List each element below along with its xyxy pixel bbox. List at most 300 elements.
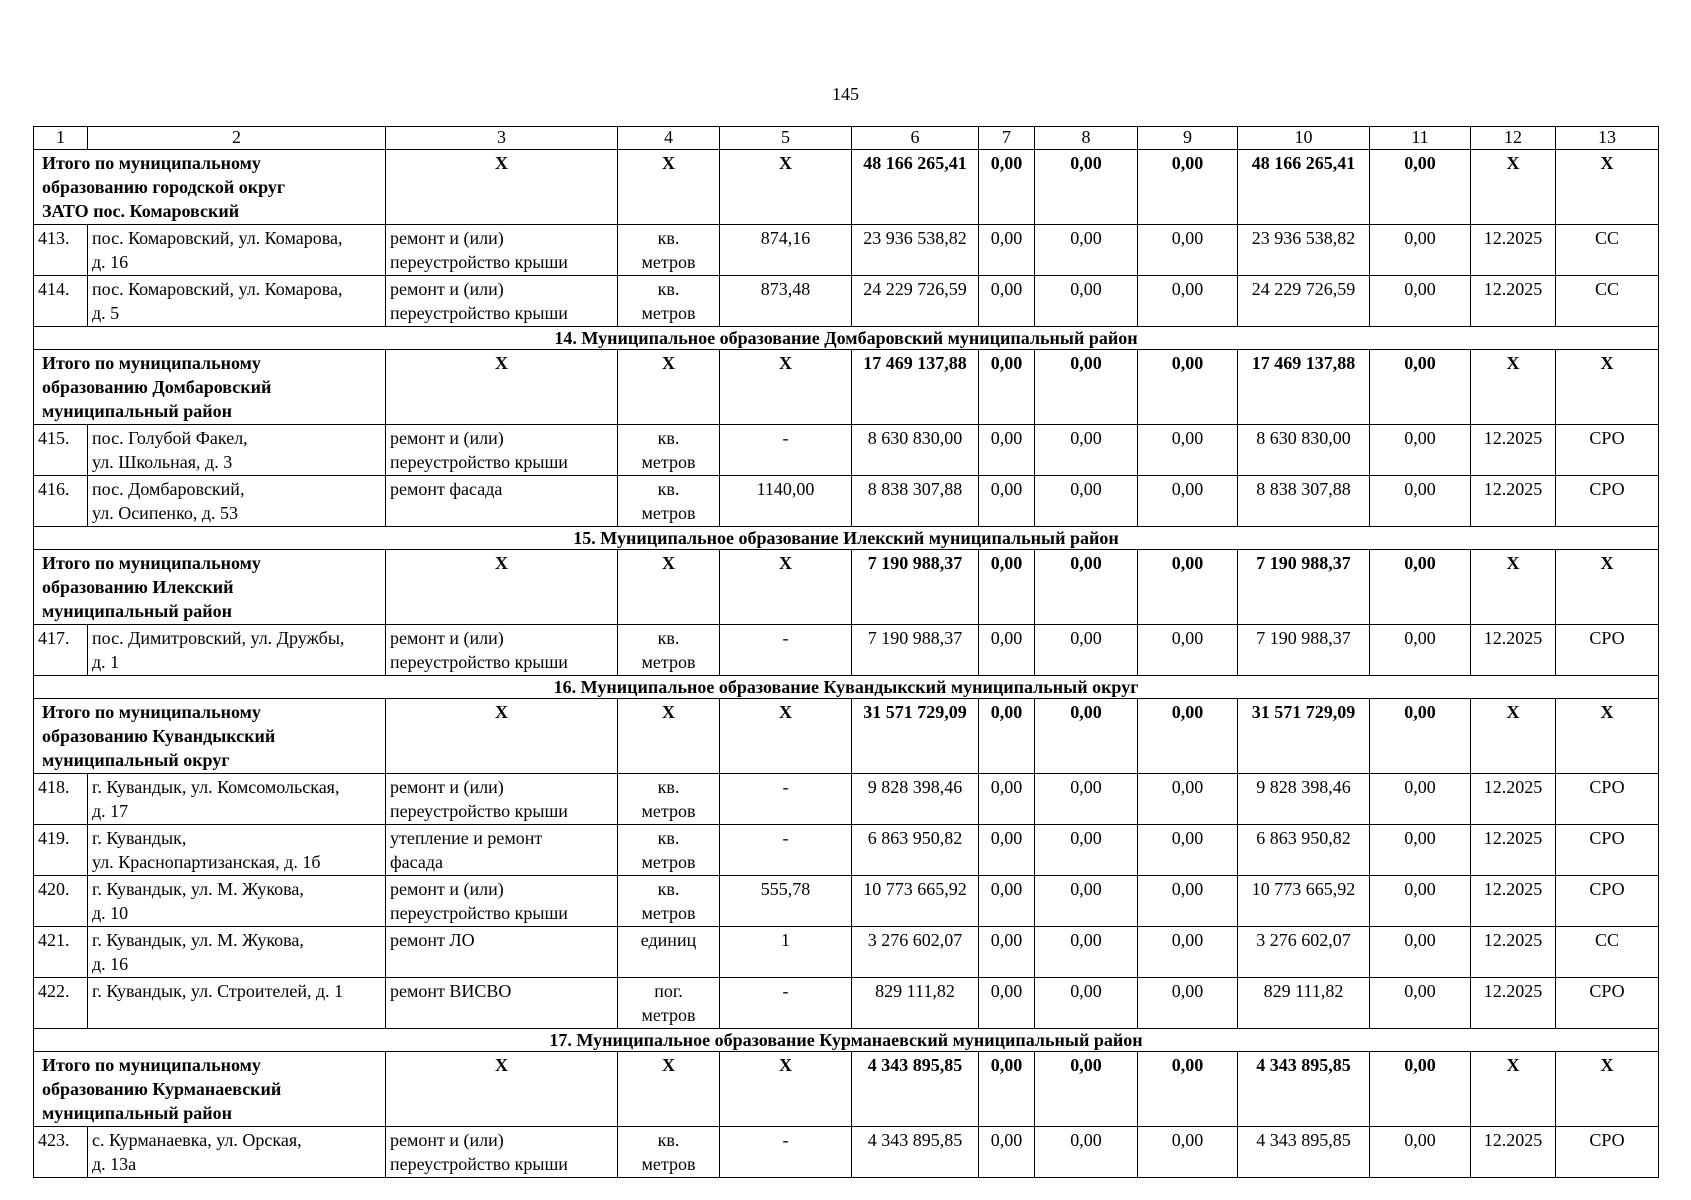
building-address xyxy=(88,276,386,327)
method: СРО xyxy=(1556,625,1659,676)
total-cost-other: 0,00 xyxy=(1370,150,1471,225)
work-type-line: ремонт ВИСВО xyxy=(390,981,512,1001)
section-title: 14. Муниципальное образование Домбаровский муниципальный район xyxy=(34,327,1659,350)
total-label xyxy=(34,150,386,225)
total-x-marker: X xyxy=(1471,699,1556,774)
building-address-line: г. Кувандык, ул. Комсомольская, xyxy=(92,777,340,797)
total-x-marker: X xyxy=(720,699,852,774)
building-address-line: д. 13а xyxy=(92,1154,137,1174)
cost-fund-8: 0,00 xyxy=(1035,276,1138,327)
deadline: 12.2025 xyxy=(1471,425,1556,476)
cost-owners: 24 229 726,59 xyxy=(1238,276,1370,327)
total-label-line: образованию Домбаровский xyxy=(42,377,272,397)
total-cost-fund-7: 0,00 xyxy=(979,350,1035,425)
building-address-line: с. Курманаевка, ул. Орская, xyxy=(92,1130,302,1150)
unit xyxy=(618,476,720,527)
work-type-line: ремонт и (или) xyxy=(390,279,504,299)
total-label-line: Итого по муниципальному xyxy=(42,353,261,373)
work-type xyxy=(386,276,618,327)
cost-fund-7: 0,00 xyxy=(979,825,1035,876)
total-row xyxy=(34,550,1659,625)
row-number: 416. xyxy=(34,476,88,527)
total-cost-fund-8: 0,00 xyxy=(1035,150,1138,225)
volume: 1140,00 xyxy=(720,476,852,527)
unit xyxy=(618,625,720,676)
building-address xyxy=(88,225,386,276)
unit-line: метров xyxy=(641,503,696,523)
total-cost-fund-9: 0,00 xyxy=(1138,699,1238,774)
total-label-line: Итого по муниципальному xyxy=(42,1055,261,1075)
total-label-line: муниципальный район xyxy=(42,401,232,421)
cost-fund-8: 0,00 xyxy=(1035,425,1138,476)
cost-fund-9: 0,00 xyxy=(1138,225,1238,276)
table-row xyxy=(34,625,1659,676)
unit xyxy=(618,276,720,327)
total-x-marker: X xyxy=(386,350,618,425)
total-x-marker: X xyxy=(386,550,618,625)
section-title: 16. Муниципальное образование Кувандыкский муниципальный округ xyxy=(34,676,1659,699)
unit-line: метров xyxy=(641,852,696,872)
total-cost-fund-8: 0,00 xyxy=(1035,350,1138,425)
total-cost-owners: 48 166 265,41 xyxy=(1238,150,1370,225)
cost-owners: 8 630 830,00 xyxy=(1238,425,1370,476)
total-x-marker: X xyxy=(618,350,720,425)
cost-other: 0,00 xyxy=(1370,825,1471,876)
deadline: 12.2025 xyxy=(1471,476,1556,527)
total-cost-fund-9: 0,00 xyxy=(1138,350,1238,425)
building-address-line: д. 16 xyxy=(92,954,129,974)
cost-other: 0,00 xyxy=(1370,876,1471,927)
method: СС xyxy=(1556,927,1659,978)
unit-line: кв. xyxy=(657,1130,680,1150)
total-x-marker: X xyxy=(386,1052,618,1127)
unit xyxy=(618,425,720,476)
cost-fund-8: 0,00 xyxy=(1035,225,1138,276)
unit-line: кв. xyxy=(657,828,680,848)
total-label-line: Итого по муниципальному xyxy=(42,153,261,173)
total-x-marker: X xyxy=(1556,699,1659,774)
column-number: 1 xyxy=(34,127,88,150)
volume: 1 xyxy=(720,927,852,978)
building-address xyxy=(88,1127,386,1178)
deadline: 12.2025 xyxy=(1471,774,1556,825)
table-row xyxy=(34,425,1659,476)
table-row xyxy=(34,476,1659,527)
cost-fund-7: 0,00 xyxy=(979,625,1035,676)
cost-other: 0,00 xyxy=(1370,425,1471,476)
cost-fund-9: 0,00 xyxy=(1138,625,1238,676)
total-x-marker: X xyxy=(1471,1052,1556,1127)
cost-owners: 9 828 398,46 xyxy=(1238,774,1370,825)
work-type-line: ремонт и (или) xyxy=(390,428,504,448)
method: СС xyxy=(1556,225,1659,276)
row-number: 417. xyxy=(34,625,88,676)
total-x-marker: X xyxy=(386,699,618,774)
table-row xyxy=(34,825,1659,876)
total-x-marker: X xyxy=(1471,350,1556,425)
work-type-line: фасада xyxy=(390,852,443,872)
section-header-row xyxy=(34,676,1659,699)
cost-owners: 4 343 895,85 xyxy=(1238,1127,1370,1178)
cost-fund-7: 0,00 xyxy=(979,774,1035,825)
total-label-line: Итого по муниципальному xyxy=(42,553,261,573)
total-row xyxy=(34,699,1659,774)
work-type-line: ремонт ЛО xyxy=(390,930,475,950)
cost-fund-9: 0,00 xyxy=(1138,876,1238,927)
total-x-marker: X xyxy=(618,150,720,225)
cost-total: 24 229 726,59 xyxy=(852,276,979,327)
total-label xyxy=(34,1052,386,1127)
cost-fund-8: 0,00 xyxy=(1035,774,1138,825)
cost-total: 10 773 665,92 xyxy=(852,876,979,927)
building-address-line: пос. Димитровский, ул. Дружбы, xyxy=(92,628,345,648)
row-number: 414. xyxy=(34,276,88,327)
total-row xyxy=(34,1052,1659,1127)
work-type xyxy=(386,927,618,978)
deadline: 12.2025 xyxy=(1471,927,1556,978)
work-type xyxy=(386,225,618,276)
cost-other: 0,00 xyxy=(1370,476,1471,527)
work-type-line: переустройство крыши xyxy=(390,1154,568,1174)
unit-line: единиц xyxy=(640,930,697,950)
total-cost-fund-7: 0,00 xyxy=(979,699,1035,774)
total-cost-fund-7: 0,00 xyxy=(979,150,1035,225)
unit-line: метров xyxy=(641,1005,696,1025)
building-address xyxy=(88,825,386,876)
total-x-marker: X xyxy=(1471,550,1556,625)
total-x-marker: X xyxy=(720,150,852,225)
building-address-line: пос. Комаровский, ул. Комарова, xyxy=(92,279,343,299)
column-number: 7 xyxy=(979,127,1035,150)
building-address-line: д. 1 xyxy=(92,652,120,672)
unit-line: метров xyxy=(641,303,696,323)
cost-fund-9: 0,00 xyxy=(1138,774,1238,825)
total-cost-fund-8: 0,00 xyxy=(1035,699,1138,774)
work-type xyxy=(386,978,618,1029)
work-type-line: переустройство крыши xyxy=(390,903,568,923)
cost-owners: 7 190 988,37 xyxy=(1238,625,1370,676)
section-header-row xyxy=(34,1029,1659,1052)
section-header-row xyxy=(34,527,1659,550)
work-type-line: переустройство крыши xyxy=(390,252,568,272)
table-row xyxy=(34,276,1659,327)
building-address-line: ул. Осипенко, д. 53 xyxy=(92,503,239,523)
cost-fund-7: 0,00 xyxy=(979,978,1035,1029)
column-number: 12 xyxy=(1471,127,1556,150)
cost-other: 0,00 xyxy=(1370,927,1471,978)
section-title: 15. Муниципальное образование Илекский муниципальный район xyxy=(34,527,1659,550)
total-cost-other: 0,00 xyxy=(1370,550,1471,625)
row-number: 420. xyxy=(34,876,88,927)
cost-fund-7: 0,00 xyxy=(979,876,1035,927)
unit-line: кв. xyxy=(657,777,680,797)
building-address-line: г. Кувандык, ул. М. Жукова, xyxy=(92,879,304,899)
table-row xyxy=(34,1127,1659,1178)
cost-total: 9 828 398,46 xyxy=(852,774,979,825)
total-row xyxy=(34,350,1659,425)
unit-line: метров xyxy=(641,903,696,923)
building-address-line: г. Кувандык, xyxy=(92,828,187,848)
column-number: 9 xyxy=(1138,127,1238,150)
building-address-line: ул. Школьная, д. 3 xyxy=(92,452,233,472)
total-x-marker: X xyxy=(1556,550,1659,625)
total-label-line: ЗАТО пос. Комаровский xyxy=(42,201,240,221)
work-type-line: ремонт фасада xyxy=(390,479,503,499)
total-x-marker: X xyxy=(618,550,720,625)
unit-line: кв. xyxy=(657,428,680,448)
total-cost-other: 0,00 xyxy=(1370,350,1471,425)
total-x-marker: X xyxy=(720,350,852,425)
deadline: 12.2025 xyxy=(1471,876,1556,927)
total-cost-owners: 7 190 988,37 xyxy=(1238,550,1370,625)
building-address xyxy=(88,927,386,978)
cost-fund-8: 0,00 xyxy=(1035,476,1138,527)
total-cost-fund-8: 0,00 xyxy=(1035,1052,1138,1127)
unit xyxy=(618,825,720,876)
work-type-line: ремонт и (или) xyxy=(390,228,504,248)
total-x-marker: X xyxy=(618,699,720,774)
method: СРО xyxy=(1556,978,1659,1029)
row-number: 419. xyxy=(34,825,88,876)
cost-other: 0,00 xyxy=(1370,225,1471,276)
unit-line: метров xyxy=(641,652,696,672)
total-cost-total: 48 166 265,41 xyxy=(852,150,979,225)
total-label xyxy=(34,699,386,774)
work-type-line: переустройство крыши xyxy=(390,303,568,323)
cost-fund-8: 0,00 xyxy=(1035,825,1138,876)
total-label-line: муниципальный район xyxy=(42,1103,232,1123)
deadline: 12.2025 xyxy=(1471,825,1556,876)
column-number: 5 xyxy=(720,127,852,150)
cost-fund-7: 0,00 xyxy=(979,276,1035,327)
cost-fund-7: 0,00 xyxy=(979,225,1035,276)
total-cost-owners: 4 343 895,85 xyxy=(1238,1052,1370,1127)
unit-line: метров xyxy=(641,452,696,472)
work-type xyxy=(386,876,618,927)
volume: 874,16 xyxy=(720,225,852,276)
cost-owners: 6 863 950,82 xyxy=(1238,825,1370,876)
volume: - xyxy=(720,625,852,676)
cost-owners: 10 773 665,92 xyxy=(1238,876,1370,927)
total-cost-other: 0,00 xyxy=(1370,699,1471,774)
total-label-line: образованию Курманаевский xyxy=(42,1079,282,1099)
unit-line: кв. xyxy=(657,479,680,499)
total-row xyxy=(34,150,1659,225)
cost-fund-8: 0,00 xyxy=(1035,927,1138,978)
column-number: 8 xyxy=(1035,127,1138,150)
deadline: 12.2025 xyxy=(1471,625,1556,676)
building-address-line: пос. Голубой Факел, xyxy=(92,428,248,448)
work-type-line: переустройство крыши xyxy=(390,452,568,472)
building-address-line: д. 16 xyxy=(92,252,129,272)
building-address xyxy=(88,476,386,527)
building-address xyxy=(88,625,386,676)
total-cost-owners: 31 571 729,09 xyxy=(1238,699,1370,774)
total-label-line: образованию городской округ xyxy=(42,177,286,197)
volume: 555,78 xyxy=(720,876,852,927)
cost-owners: 3 276 602,07 xyxy=(1238,927,1370,978)
cost-total: 4 343 895,85 xyxy=(852,1127,979,1178)
method: СРО xyxy=(1556,825,1659,876)
cost-fund-9: 0,00 xyxy=(1138,276,1238,327)
unit-line: кв. xyxy=(657,228,680,248)
total-cost-total: 7 190 988,37 xyxy=(852,550,979,625)
volume: 873,48 xyxy=(720,276,852,327)
method: СС xyxy=(1556,276,1659,327)
work-type-line: ремонт и (или) xyxy=(390,777,504,797)
unit-line: пог. xyxy=(654,981,683,1001)
row-number: 422. xyxy=(34,978,88,1029)
cost-other: 0,00 xyxy=(1370,978,1471,1029)
total-x-marker: X xyxy=(386,150,618,225)
row-number: 413. xyxy=(34,225,88,276)
total-label-line: муниципальный район xyxy=(42,601,232,621)
method: СРО xyxy=(1556,476,1659,527)
cost-total: 7 190 988,37 xyxy=(852,625,979,676)
unit-line: кв. xyxy=(657,628,680,648)
cost-total: 829 111,82 xyxy=(852,978,979,1029)
building-address-line: д. 10 xyxy=(92,903,129,923)
total-cost-fund-9: 0,00 xyxy=(1138,150,1238,225)
cost-fund-9: 0,00 xyxy=(1138,978,1238,1029)
total-cost-fund-7: 0,00 xyxy=(979,550,1035,625)
deadline: 12.2025 xyxy=(1471,225,1556,276)
cost-fund-7: 0,00 xyxy=(979,1127,1035,1178)
total-x-marker: X xyxy=(1471,150,1556,225)
total-cost-fund-9: 0,00 xyxy=(1138,550,1238,625)
section-header-row xyxy=(34,327,1659,350)
work-type-line: ремонт и (или) xyxy=(390,1130,504,1150)
total-x-marker: X xyxy=(618,1052,720,1127)
cost-other: 0,00 xyxy=(1370,1127,1471,1178)
works-table xyxy=(33,126,1659,1178)
method: СРО xyxy=(1556,1127,1659,1178)
column-number: 4 xyxy=(618,127,720,150)
cost-other: 0,00 xyxy=(1370,774,1471,825)
cost-total: 3 276 602,07 xyxy=(852,927,979,978)
unit-line: кв. xyxy=(657,279,680,299)
column-number: 11 xyxy=(1370,127,1471,150)
unit xyxy=(618,774,720,825)
building-address-line: д. 5 xyxy=(92,303,120,323)
table-row xyxy=(34,978,1659,1029)
page-number: 145 xyxy=(832,84,859,104)
total-label-line: Итого по муниципальному xyxy=(42,702,261,722)
volume: - xyxy=(720,825,852,876)
work-type xyxy=(386,774,618,825)
total-cost-fund-8: 0,00 xyxy=(1035,550,1138,625)
deadline: 12.2025 xyxy=(1471,1127,1556,1178)
total-x-marker: X xyxy=(720,550,852,625)
building-address-line: пос. Домбаровский, xyxy=(92,479,245,499)
row-number: 418. xyxy=(34,774,88,825)
volume: - xyxy=(720,1127,852,1178)
cost-other: 0,00 xyxy=(1370,276,1471,327)
volume: - xyxy=(720,425,852,476)
work-type-line: ремонт и (или) xyxy=(390,628,504,648)
unit-line: метров xyxy=(641,801,696,821)
cost-fund-9: 0,00 xyxy=(1138,425,1238,476)
cost-total: 8 838 307,88 xyxy=(852,476,979,527)
building-address-line: г. Кувандык, ул. Строителей, д. 1 xyxy=(92,981,344,1001)
unit xyxy=(618,876,720,927)
work-type-line: утепление и ремонт xyxy=(390,828,543,848)
building-address xyxy=(88,425,386,476)
column-number: 3 xyxy=(386,127,618,150)
cost-owners: 8 838 307,88 xyxy=(1238,476,1370,527)
column-number: 10 xyxy=(1238,127,1370,150)
total-label-line: образованию Илекский xyxy=(42,577,234,597)
total-cost-total: 17 469 137,88 xyxy=(852,350,979,425)
unit xyxy=(618,927,720,978)
total-label-line: образованию Кувандыкский xyxy=(42,726,276,746)
cost-total: 23 936 538,82 xyxy=(852,225,979,276)
column-number-row xyxy=(34,127,1659,150)
total-cost-total: 4 343 895,85 xyxy=(852,1052,979,1127)
work-type xyxy=(386,825,618,876)
cost-owners: 23 936 538,82 xyxy=(1238,225,1370,276)
column-number: 6 xyxy=(852,127,979,150)
work-type xyxy=(386,625,618,676)
cost-fund-7: 0,00 xyxy=(979,425,1035,476)
cost-fund-9: 0,00 xyxy=(1138,825,1238,876)
cost-fund-9: 0,00 xyxy=(1138,927,1238,978)
deadline: 12.2025 xyxy=(1471,978,1556,1029)
section-title: 17. Муниципальное образование Курманаевский муниципальный район xyxy=(34,1029,1659,1052)
total-cost-owners: 17 469 137,88 xyxy=(1238,350,1370,425)
unit-line: метров xyxy=(641,1154,696,1174)
cost-fund-7: 0,00 xyxy=(979,927,1035,978)
work-type-line: переустройство крыши xyxy=(390,652,568,672)
deadline: 12.2025 xyxy=(1471,276,1556,327)
total-label xyxy=(34,550,386,625)
cost-fund-8: 0,00 xyxy=(1035,978,1138,1029)
table-row xyxy=(34,774,1659,825)
total-x-marker: X xyxy=(1556,350,1659,425)
work-type-line: ремонт и (или) xyxy=(390,879,504,899)
unit xyxy=(618,1127,720,1178)
unit xyxy=(618,978,720,1029)
work-type xyxy=(386,476,618,527)
total-x-marker: X xyxy=(1556,1052,1659,1127)
column-number: 2 xyxy=(88,127,386,150)
unit xyxy=(618,225,720,276)
building-address-line: г. Кувандык, ул. М. Жукова, xyxy=(92,930,304,950)
unit-line: кв. xyxy=(657,879,680,899)
cost-fund-8: 0,00 xyxy=(1035,876,1138,927)
total-cost-fund-9: 0,00 xyxy=(1138,1052,1238,1127)
total-cost-fund-7: 0,00 xyxy=(979,1052,1035,1127)
building-address xyxy=(88,978,386,1029)
cost-owners: 829 111,82 xyxy=(1238,978,1370,1029)
unit-line: метров xyxy=(641,252,696,272)
work-type-line: переустройство крыши xyxy=(390,801,568,821)
building-address-line: д. 17 xyxy=(92,801,129,821)
cost-fund-8: 0,00 xyxy=(1035,625,1138,676)
cost-total: 8 630 830,00 xyxy=(852,425,979,476)
work-type xyxy=(386,1127,618,1178)
method: СРО xyxy=(1556,774,1659,825)
total-label-line: муниципальный округ xyxy=(42,750,230,770)
total-x-marker: X xyxy=(1556,150,1659,225)
total-x-marker: X xyxy=(720,1052,852,1127)
building-address-line: пос. Комаровский, ул. Комарова, xyxy=(92,228,343,248)
total-cost-other: 0,00 xyxy=(1370,1052,1471,1127)
cost-fund-8: 0,00 xyxy=(1035,1127,1138,1178)
table-row xyxy=(34,927,1659,978)
cost-fund-9: 0,00 xyxy=(1138,1127,1238,1178)
building-address-line: ул. Краснопартизанская, д. 1б xyxy=(92,852,321,872)
